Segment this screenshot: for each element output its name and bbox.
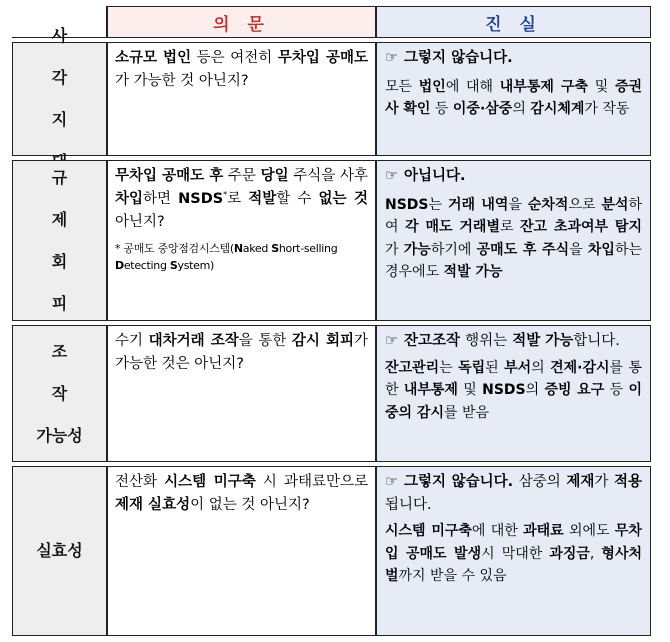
- header-answer: [376, 6, 651, 38]
- category-line: 사 각: [51, 26, 90, 87]
- question-cell: [107, 42, 376, 156]
- category-line: 조 작: [51, 341, 90, 403]
- category-effectiveness: [12, 466, 107, 636]
- answer-text: 모든 법인에 대해 내부통제 구축 및 증권사 확인 등 이중·삼중의 감시체계가 작동: [385, 78, 642, 117]
- answer-lead: [385, 47, 642, 70]
- answer-text: 잔고관리는 독립된 부서의 견제·감시를 통한 내부통제 및 NSDS의 증빙 요구 등 이중의 감시를 받음: [385, 359, 642, 421]
- question-text: 수기 대차거래 조작을 통한 감시 회피가 가능한 것은 아닌지?: [115, 333, 369, 372]
- pointer-icon: ☞: [385, 333, 398, 349]
- category-line: 가능성: [36, 425, 83, 445]
- header-question-label: 의 문: [213, 14, 270, 35]
- answer-cell: [376, 160, 651, 321]
- category-manipulation: [12, 325, 107, 462]
- question-text: 전산화 시스템 미구축 시 과태료만으로 제재 실효성이 없는 것 아닌지?: [115, 474, 368, 513]
- footnote: * 공매도 중앙점검시스템(Naked Short-selling Detecting System): [115, 242, 338, 272]
- category-line: 회 피: [51, 251, 90, 313]
- header-question: [107, 6, 376, 38]
- category-evasion: [12, 160, 107, 321]
- category-line: 규 제: [51, 167, 90, 229]
- answer-cell: [376, 466, 651, 636]
- answer-lead-text: 그렇지 않습니다.: [404, 50, 513, 66]
- question-cell: [107, 466, 376, 636]
- category-line: 지: [51, 110, 90, 129]
- answer-lead: [385, 165, 642, 188]
- question-text: 소규모 법인 등은 여전히 무차입 공매도가 가능한 것 아닌지?: [115, 50, 368, 89]
- question-text: 무차입 공매도 후 주문 당일 주식을 사후 차입하면 NSDS*로 적발할 수 없는 것 아닌지?: [115, 168, 368, 230]
- pointer-icon: ☞: [385, 474, 398, 490]
- answer-cell: [376, 42, 651, 156]
- answer-lead-text: 그렇지 않습니다. 삼중의 제재가 적용됩니다.: [385, 474, 643, 513]
- pointer-icon: ☞: [385, 168, 398, 184]
- question-cell: [107, 325, 376, 462]
- answer-lead: [385, 330, 642, 353]
- answer-lead-text: 잔고조작 행위는 적발 가능합니다.: [404, 333, 620, 349]
- answer-lead-text: 아닙니다.: [404, 168, 466, 184]
- question-cell: [107, 160, 376, 321]
- category-line: 실효성: [36, 541, 83, 560]
- header-answer-label: 진 실: [485, 14, 542, 35]
- answer-text: 시스템 미구축에 대한 과태료 외에도 무차입 공매도 발생시 막대한 과징금, 형사처벌까지 받을 수 있음: [385, 523, 642, 584]
- answer-text: NSDS는 거래 내역을 순차적으로 분석하여 각 매도 거래별로 잔고 초과여부 탐지가 가능하기에 공매도 후 주식을 차입하는 경우에도 적발 가능: [385, 196, 642, 280]
- category-blind-spot: [12, 26, 107, 156]
- answer-cell: [376, 325, 651, 462]
- answer-lead: [385, 471, 642, 516]
- pointer-icon: ☞: [385, 50, 398, 66]
